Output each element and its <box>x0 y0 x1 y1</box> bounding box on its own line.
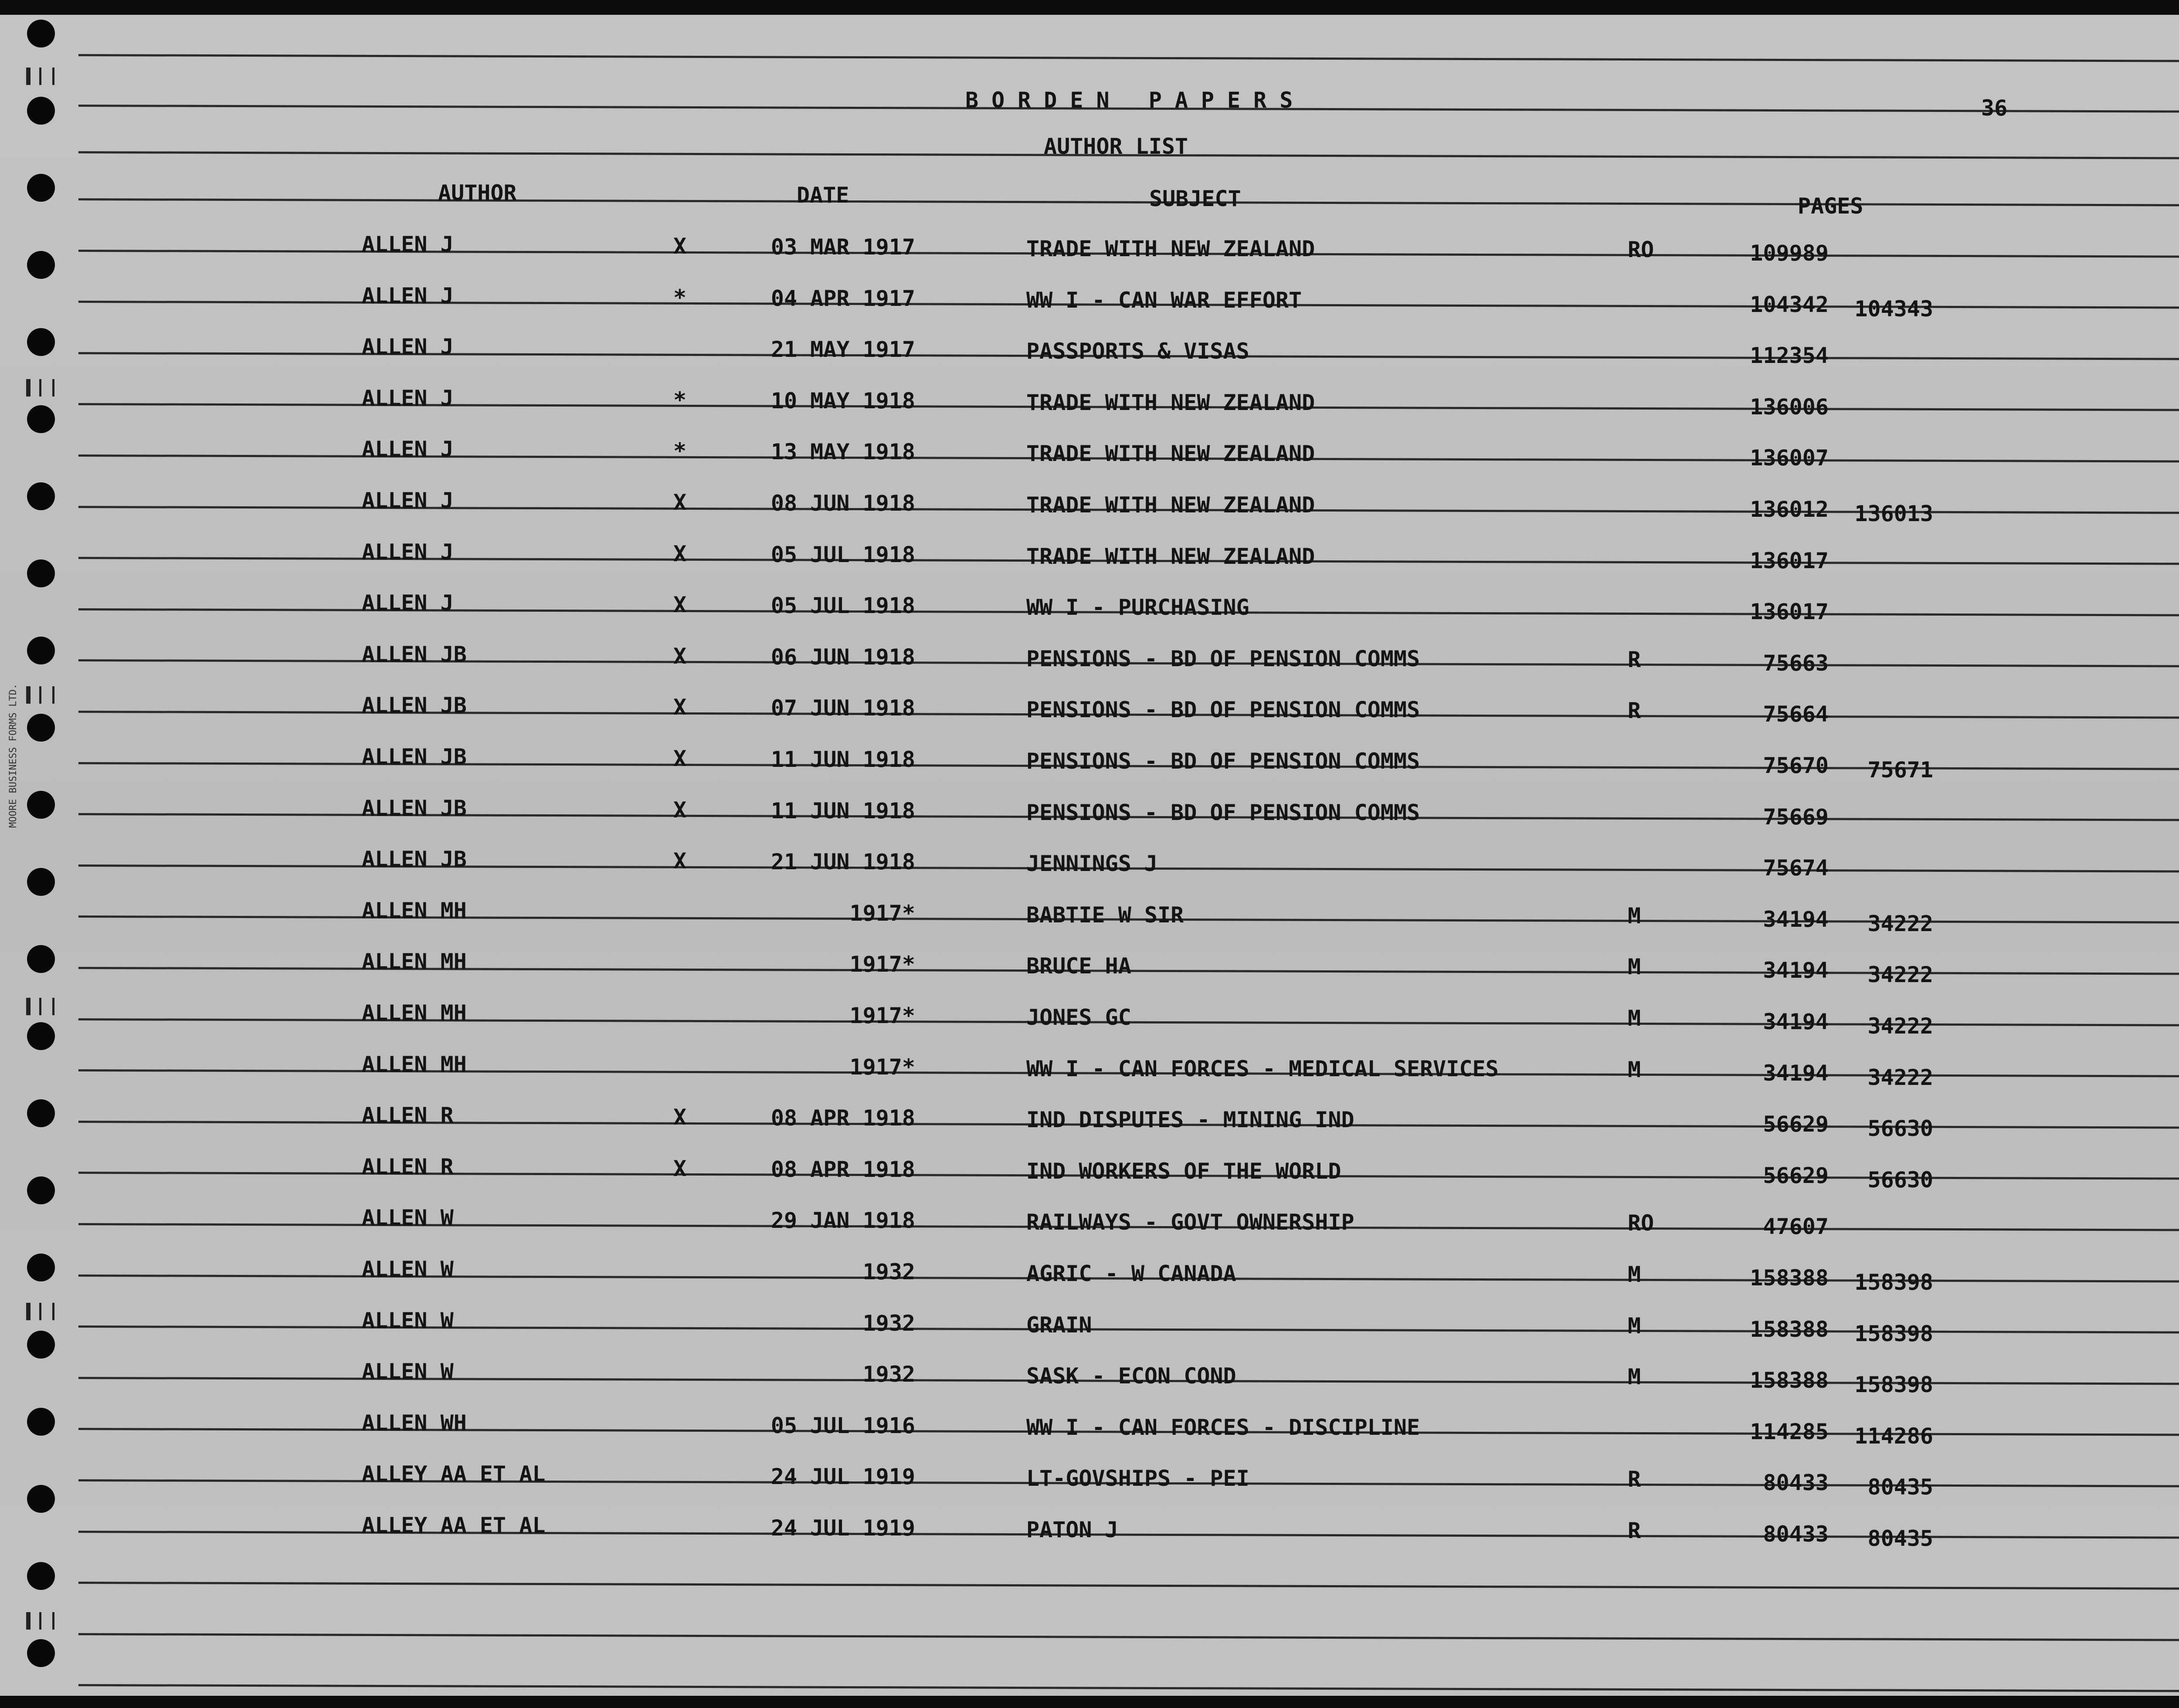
cell-page2: 158398 <box>1854 1372 1933 1398</box>
cell-code: M <box>1628 954 1641 980</box>
cell-date: 04 APR 1917 <box>770 285 915 311</box>
cell-subject: PENSIONS - BD OF PENSION COMMS <box>1026 749 1420 774</box>
cell-date: 1917* <box>849 952 915 977</box>
cell-subject: PENSIONS - BD OF PENSION COMMS <box>1026 697 1420 723</box>
column-header-date: DATE <box>797 183 849 208</box>
cell-mark: X <box>673 234 687 259</box>
cell-subject: WW I - CAN WAR EFFORT <box>1026 287 1302 313</box>
perforation-tick <box>39 379 41 396</box>
perforation-tick <box>26 1303 31 1320</box>
cell-author: ALLEN J <box>362 385 454 411</box>
cell-subject: GRAIN <box>1026 1312 1092 1338</box>
cell-date: 24 JUL 1919 <box>770 1515 915 1541</box>
cell-date: 1917* <box>849 1054 915 1080</box>
cell-page2: 34222 <box>1867 1013 1933 1039</box>
cell-author: ALLEN J <box>362 232 454 257</box>
cell-subject: TRADE WITH NEW ZEALAND <box>1026 441 1315 467</box>
cell-author: ALLEN JB <box>362 744 467 769</box>
cell-author: ALLEN R <box>362 1154 454 1179</box>
cell-page2: 34222 <box>1867 911 1933 936</box>
document-title: BORDEN PAPERS <box>965 88 1306 113</box>
cell-author: ALLEN W <box>362 1205 454 1231</box>
cell-mark: X <box>673 541 687 566</box>
cell-code: R <box>1628 1467 1641 1492</box>
cell-mark: X <box>673 695 687 720</box>
cell-date: 07 JUN 1918 <box>770 695 915 721</box>
cell-page1: 75664 <box>1763 702 1829 727</box>
cell-page1: 158388 <box>1750 1368 1829 1393</box>
cell-author: ALLEN J <box>362 437 454 462</box>
cell-page1: 56629 <box>1763 1162 1829 1188</box>
cell-date: 11 JUN 1918 <box>770 798 915 824</box>
cell-mark: X <box>673 797 687 823</box>
cell-date: 03 MAR 1917 <box>770 234 915 260</box>
cell-date: 10 MAY 1918 <box>770 388 915 413</box>
cell-subject: TRADE WITH NEW ZEALAND <box>1026 492 1315 518</box>
cell-subject: WW I - CAN FORCES - DISCIPLINE <box>1026 1414 1420 1440</box>
cell-date: 05 JUL 1918 <box>770 593 915 619</box>
cell-date: 08 APR 1918 <box>770 1105 915 1131</box>
cell-page1: 158388 <box>1750 1265 1829 1291</box>
cell-date: 24 JUL 1919 <box>770 1464 915 1490</box>
cell-page1: 114285 <box>1750 1419 1829 1444</box>
cell-date: 05 JUL 1918 <box>770 542 915 567</box>
cell-page1: 104342 <box>1750 291 1829 317</box>
cell-page2: 80435 <box>1867 1474 1933 1500</box>
cell-date: 08 APR 1918 <box>770 1156 915 1182</box>
cell-page1: 158388 <box>1750 1316 1829 1342</box>
feed-hole <box>27 1639 55 1667</box>
cell-code: R <box>1628 1518 1641 1543</box>
cell-date: 21 JUN 1918 <box>770 849 915 875</box>
cell-mark: X <box>673 848 687 874</box>
perforation-tick <box>26 379 31 396</box>
perforation-tick <box>39 68 41 85</box>
cell-author: ALLEN W <box>362 1257 454 1282</box>
cell-page1: 136017 <box>1750 599 1829 625</box>
cell-date: 1932 <box>862 1310 915 1336</box>
ruled-line <box>78 1582 2179 1590</box>
cell-subject: WW I - PURCHASING <box>1026 595 1249 620</box>
perforation-tick <box>52 998 54 1015</box>
cell-page1: 136006 <box>1750 394 1829 420</box>
cell-page1: 75670 <box>1763 753 1829 778</box>
column-header-pages: PAGES <box>1798 193 1863 219</box>
feed-hole <box>27 482 55 510</box>
cell-date: 1917* <box>849 900 915 926</box>
cell-author: ALLEN JB <box>362 693 467 718</box>
cell-date: 1932 <box>862 1362 915 1387</box>
cell-page2: 114286 <box>1854 1423 1933 1449</box>
perforation-tick <box>39 998 41 1015</box>
cell-code: RO <box>1628 237 1654 262</box>
cell-code: M <box>1628 1006 1641 1031</box>
cell-author: ALLEN J <box>362 283 454 308</box>
perforation-tick <box>52 379 54 396</box>
feed-hole <box>27 1408 55 1436</box>
feed-hole <box>27 328 55 356</box>
perforation-tick <box>26 686 31 704</box>
feed-hole <box>27 945 55 973</box>
feed-hole <box>27 174 55 202</box>
cell-subject: WW I - CAN FORCES - MEDICAL SERVICES <box>1026 1056 1499 1081</box>
cell-code: R <box>1628 698 1641 724</box>
cell-code: RO <box>1628 1210 1654 1236</box>
cell-date: 1917* <box>849 1003 915 1028</box>
cell-subject: RAILWAYS - GOVT OWNERSHIP <box>1026 1210 1354 1235</box>
cell-subject: SASK - ECON COND <box>1026 1363 1236 1389</box>
cell-author: ALLEN J <box>362 488 454 513</box>
cell-date: 08 JUN 1918 <box>770 491 915 516</box>
cell-page2: 56630 <box>1867 1116 1933 1142</box>
feed-hole <box>27 1331 55 1359</box>
cell-subject: BABTIE W SIR <box>1026 902 1184 928</box>
perforation-tick <box>26 998 31 1015</box>
cell-author: ALLEN J <box>362 539 454 565</box>
cell-author: ALLEN MH <box>362 949 467 975</box>
perforation-tick <box>26 1612 31 1630</box>
cell-subject: TRADE WITH NEW ZEALAND <box>1026 236 1315 261</box>
cell-page1: 80433 <box>1763 1470 1829 1496</box>
cell-page2: 136013 <box>1854 501 1933 526</box>
feed-hole <box>27 1022 55 1050</box>
cell-author: ALLEN WH <box>362 1410 467 1436</box>
cell-page1: 34194 <box>1763 958 1829 983</box>
column-header-subject: SUBJECT <box>1149 186 1241 211</box>
feed-hole <box>27 637 55 664</box>
cell-subject: BRUCE HA <box>1026 953 1131 979</box>
cell-code: M <box>1628 1313 1641 1339</box>
cell-mark: X <box>673 746 687 771</box>
cell-page1: 80433 <box>1763 1522 1829 1547</box>
cell-author: ALLEN MH <box>362 1000 467 1026</box>
perforation-tick <box>39 1612 41 1630</box>
cell-page1: 75663 <box>1763 650 1829 676</box>
ruled-line <box>78 1633 2179 1641</box>
cell-page1: 136017 <box>1750 548 1829 573</box>
feed-hole <box>27 791 55 819</box>
cell-author: ALLEN JB <box>362 795 467 821</box>
cell-author: ALLEN R <box>362 1103 454 1128</box>
cell-date: 06 JUN 1918 <box>770 644 915 670</box>
cell-page1: 34194 <box>1763 1009 1829 1034</box>
ruled-line <box>78 54 2179 62</box>
feed-hole <box>27 405 55 433</box>
feed-hole <box>27 1254 55 1281</box>
feed-hole <box>27 1485 55 1513</box>
cell-page2: 34222 <box>1867 962 1933 988</box>
feed-hole <box>27 97 55 125</box>
feed-hole <box>27 20 55 47</box>
feed-hole <box>27 714 55 742</box>
cell-subject: AGRIC - W CANADA <box>1026 1261 1236 1286</box>
cell-page2: 158398 <box>1854 1270 1933 1295</box>
cell-subject: TRADE WITH NEW ZEALAND <box>1026 543 1315 569</box>
cell-subject: LT-GOVSHIPS - PEI <box>1026 1466 1249 1491</box>
cell-subject: JONES GC <box>1026 1005 1131 1030</box>
feed-hole <box>27 251 55 279</box>
cell-code: M <box>1628 1364 1641 1390</box>
cell-author: ALLEN JB <box>362 847 467 872</box>
cell-page1: 75674 <box>1763 855 1829 881</box>
vendor-imprint: MOORE BUSINESS FORMS LTD. <box>8 683 19 828</box>
cell-author: ALLEY AA ET AL <box>362 1461 546 1487</box>
cell-code: M <box>1628 1262 1641 1287</box>
cell-date: 05 JUL 1916 <box>770 1413 915 1438</box>
cell-date: 11 JUN 1918 <box>770 747 915 772</box>
cell-page1: 56629 <box>1763 1112 1829 1137</box>
perforation-tick <box>26 68 31 85</box>
perforation-tick <box>39 1303 41 1320</box>
cell-author: ALLEN JB <box>362 641 467 667</box>
cell-author: ALLEN MH <box>362 1051 467 1077</box>
cell-mark: X <box>673 592 687 618</box>
cell-page1: 136012 <box>1750 497 1829 522</box>
cell-subject: IND WORKERS OF THE WORLD <box>1026 1158 1341 1184</box>
cell-page1: 47607 <box>1763 1214 1829 1240</box>
cell-author: ALLEN J <box>362 590 454 616</box>
cell-date: 29 JAN 1918 <box>770 1208 915 1234</box>
cell-page2: 75671 <box>1867 757 1933 783</box>
cell-page2: 104343 <box>1854 296 1933 322</box>
bottom-edge <box>0 1696 2179 1708</box>
cell-subject: PASSPORTS & VISAS <box>1026 339 1249 364</box>
cell-page2: 80435 <box>1867 1526 1933 1551</box>
cell-page1: 109989 <box>1750 241 1829 266</box>
cell-subject: JENNINGS J <box>1026 851 1158 877</box>
cell-mark: X <box>673 643 687 669</box>
cell-page1: 75669 <box>1763 804 1829 830</box>
cell-page1: 34194 <box>1763 1060 1829 1086</box>
feed-hole <box>27 559 55 587</box>
feed-hole <box>27 868 55 896</box>
ruled-line <box>78 198 2179 207</box>
cell-author: ALLEN W <box>362 1359 454 1385</box>
cell-mark: X <box>673 1105 687 1130</box>
feed-hole <box>27 1099 55 1127</box>
cell-page1: 34194 <box>1763 906 1829 932</box>
cell-date: 13 MAY 1918 <box>770 439 915 465</box>
perforation-tick <box>52 1612 54 1630</box>
top-edge <box>0 0 2179 15</box>
cell-author: ALLEN MH <box>362 898 467 923</box>
cell-subject: PATON J <box>1026 1517 1118 1542</box>
cell-mark: * <box>673 438 687 464</box>
cell-date: 21 MAY 1917 <box>770 337 915 363</box>
cell-subject: PENSIONS - BD OF PENSION COMMS <box>1026 646 1420 671</box>
cell-code: M <box>1628 903 1641 929</box>
cell-page1: 136007 <box>1750 445 1829 471</box>
cell-author: ALLEN J <box>362 334 454 360</box>
cell-page2: 34222 <box>1867 1064 1933 1090</box>
cell-subject: IND DISPUTES - MINING IND <box>1026 1107 1354 1133</box>
feed-hole <box>27 1176 55 1204</box>
perforation-tick <box>52 686 54 704</box>
feed-hole <box>27 1562 55 1590</box>
cell-author: ALLEN W <box>362 1308 454 1333</box>
cell-date: 1932 <box>862 1259 915 1284</box>
cell-mark: X <box>673 490 687 515</box>
cell-mark: * <box>673 285 687 310</box>
page-number: 36 <box>1981 95 2008 121</box>
perforation-tick <box>52 68 54 85</box>
cell-mark: * <box>673 387 687 413</box>
cell-mark: X <box>673 1156 687 1181</box>
list-subtitle: AUTHOR LIST <box>1044 134 1188 159</box>
cell-page2: 56630 <box>1867 1167 1933 1193</box>
perforation-tick <box>52 1303 54 1320</box>
cell-subject: TRADE WITH NEW ZEALAND <box>1026 390 1315 415</box>
ruled-line <box>78 1684 2179 1692</box>
cell-code: R <box>1628 647 1641 672</box>
cell-subject: PENSIONS - BD OF PENSION COMMS <box>1026 800 1420 825</box>
cell-page1: 112354 <box>1750 343 1829 369</box>
column-header-author: AUTHOR <box>438 180 517 206</box>
perforation-tick <box>39 686 41 704</box>
cell-page2: 158398 <box>1854 1321 1933 1346</box>
cell-author: ALLEY AA ET AL <box>362 1513 546 1538</box>
cell-code: M <box>1628 1057 1641 1082</box>
